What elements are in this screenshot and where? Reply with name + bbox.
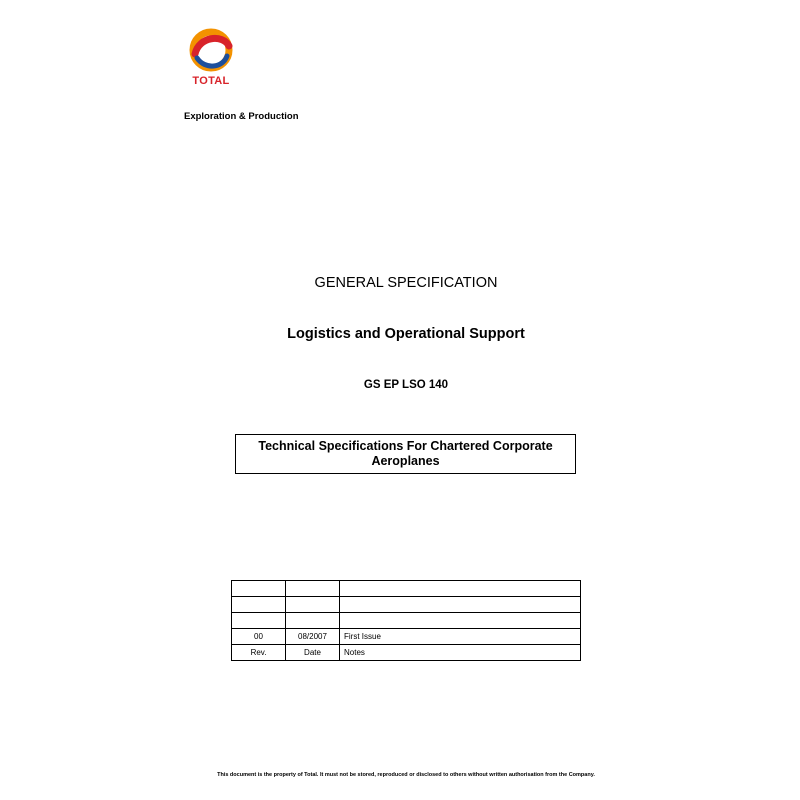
document-title-line-2: Aeroplanes	[371, 454, 440, 468]
table-row	[232, 597, 581, 613]
total-logo	[186, 28, 236, 90]
notes-cell: First Issue	[340, 629, 581, 645]
rev-cell	[232, 597, 286, 613]
document-type: GENERAL SPECIFICATION	[314, 275, 498, 291]
document-title-line-1: Technical Specifications For Chartered Corporate	[258, 439, 553, 453]
rev-cell: 00	[232, 629, 286, 645]
table-row	[232, 629, 581, 645]
notes-cell	[340, 613, 581, 629]
table-row	[232, 581, 581, 597]
date-header: Date	[286, 645, 340, 661]
revision-table	[231, 580, 581, 661]
table-row	[232, 613, 581, 629]
notes-header: Notes	[340, 645, 581, 661]
total-logo-icon	[189, 28, 233, 72]
document-title-box	[235, 434, 576, 474]
document-subject: Logistics and Operational Support	[287, 326, 525, 342]
date-cell	[286, 613, 340, 629]
rev-cell	[232, 581, 286, 597]
notes-cell	[340, 581, 581, 597]
table-header-row	[232, 645, 581, 661]
logo-wordmark: TOTAL	[192, 75, 230, 87]
document-reference: GS EP LSO 140	[363, 379, 449, 391]
date-cell	[286, 581, 340, 597]
rev-cell	[232, 613, 286, 629]
confidentiality-notice: This document is the property of Total. It must not be stored, reproduced or disclosed to others without written authorisation from the Company.	[217, 772, 595, 778]
division-label: Exploration & Production	[184, 111, 299, 122]
date-cell	[286, 597, 340, 613]
rev-header: Rev.	[232, 645, 286, 661]
notes-cell	[340, 597, 581, 613]
date-cell: 08/2007	[286, 629, 340, 645]
